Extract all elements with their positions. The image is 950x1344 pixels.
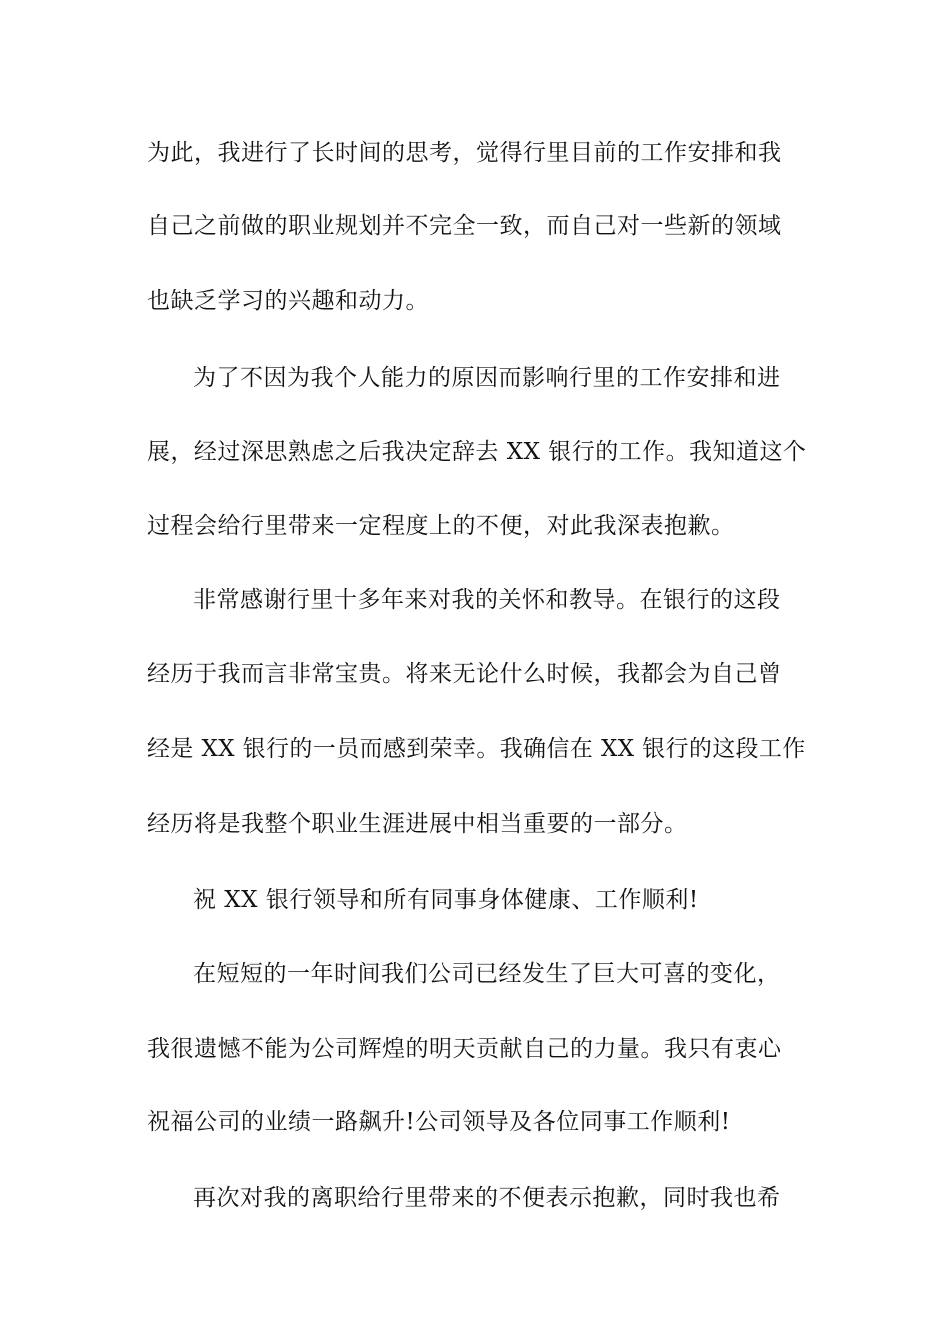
text-line: [0, 506, 950, 546]
text-line-content: 经历于我而言非常宝贵。将来无论什么时候，我都会为自己曾: [147, 661, 782, 687]
text-line: [0, 804, 950, 844]
text-line: [0, 1102, 950, 1142]
text-line-content: 自己之前做的职业规划并不完全一致，而自己对一些新的领域: [147, 213, 782, 239]
text-line-content: 也缺乏学习的兴趣和动力。: [147, 288, 429, 314]
paragraph-start-line: [0, 358, 950, 398]
text-line: [0, 206, 950, 246]
text-line-content: 为此，我进行了长时间的思考，觉得行里目前的工作安排和我: [147, 140, 782, 166]
paragraph-start-line: [0, 880, 950, 920]
text-line: [0, 281, 950, 321]
text-line-content: 经是 XX 银行的一员而感到荣幸。我确信在 XX 银行的这段工作: [147, 736, 806, 762]
text-line: [0, 432, 950, 472]
paragraph-start-line: [0, 580, 950, 620]
text-line-content: 经历将是我整个职业生涯进展中相当重要的一部分。: [147, 811, 688, 837]
text-line-content: 在短短的一年时间我们公司已经发生了巨大可喜的变化，: [193, 961, 781, 987]
text-line: [0, 1029, 950, 1069]
text-line: [0, 133, 950, 173]
text-line-content: 祝 XX 银行领导和所有同事身体健康、工作顺利!: [193, 887, 699, 913]
text-line-content: 展，经过深思熟虑之后我决定辞去 XX 银行的工作。我知道这个: [147, 439, 807, 465]
text-line: [0, 654, 950, 694]
text-line-content: 为了不因为我个人能力的原因而影响行里的工作安排和进: [193, 365, 781, 391]
paragraph-start-line: [0, 1178, 950, 1218]
text-line-content: 非常感谢行里十多年来对我的关怀和教导。在银行的这段: [193, 587, 781, 613]
paragraph-start-line: [0, 954, 950, 994]
text-line-content: 过程会给行里带来一定程度上的不便，对此我深表抱歉。: [147, 513, 735, 539]
text-line: [0, 729, 950, 769]
text-line-content: 祝福公司的业绩一路飙升!公司领导及各位同事工作顺利!: [147, 1109, 731, 1135]
text-line-content: 我很遗憾不能为公司辉煌的明天贡献自己的力量。我只有衷心: [147, 1036, 782, 1062]
text-line-content: 再次对我的离职给行里带来的不便表示抱歉，同时我也希: [193, 1185, 781, 1211]
